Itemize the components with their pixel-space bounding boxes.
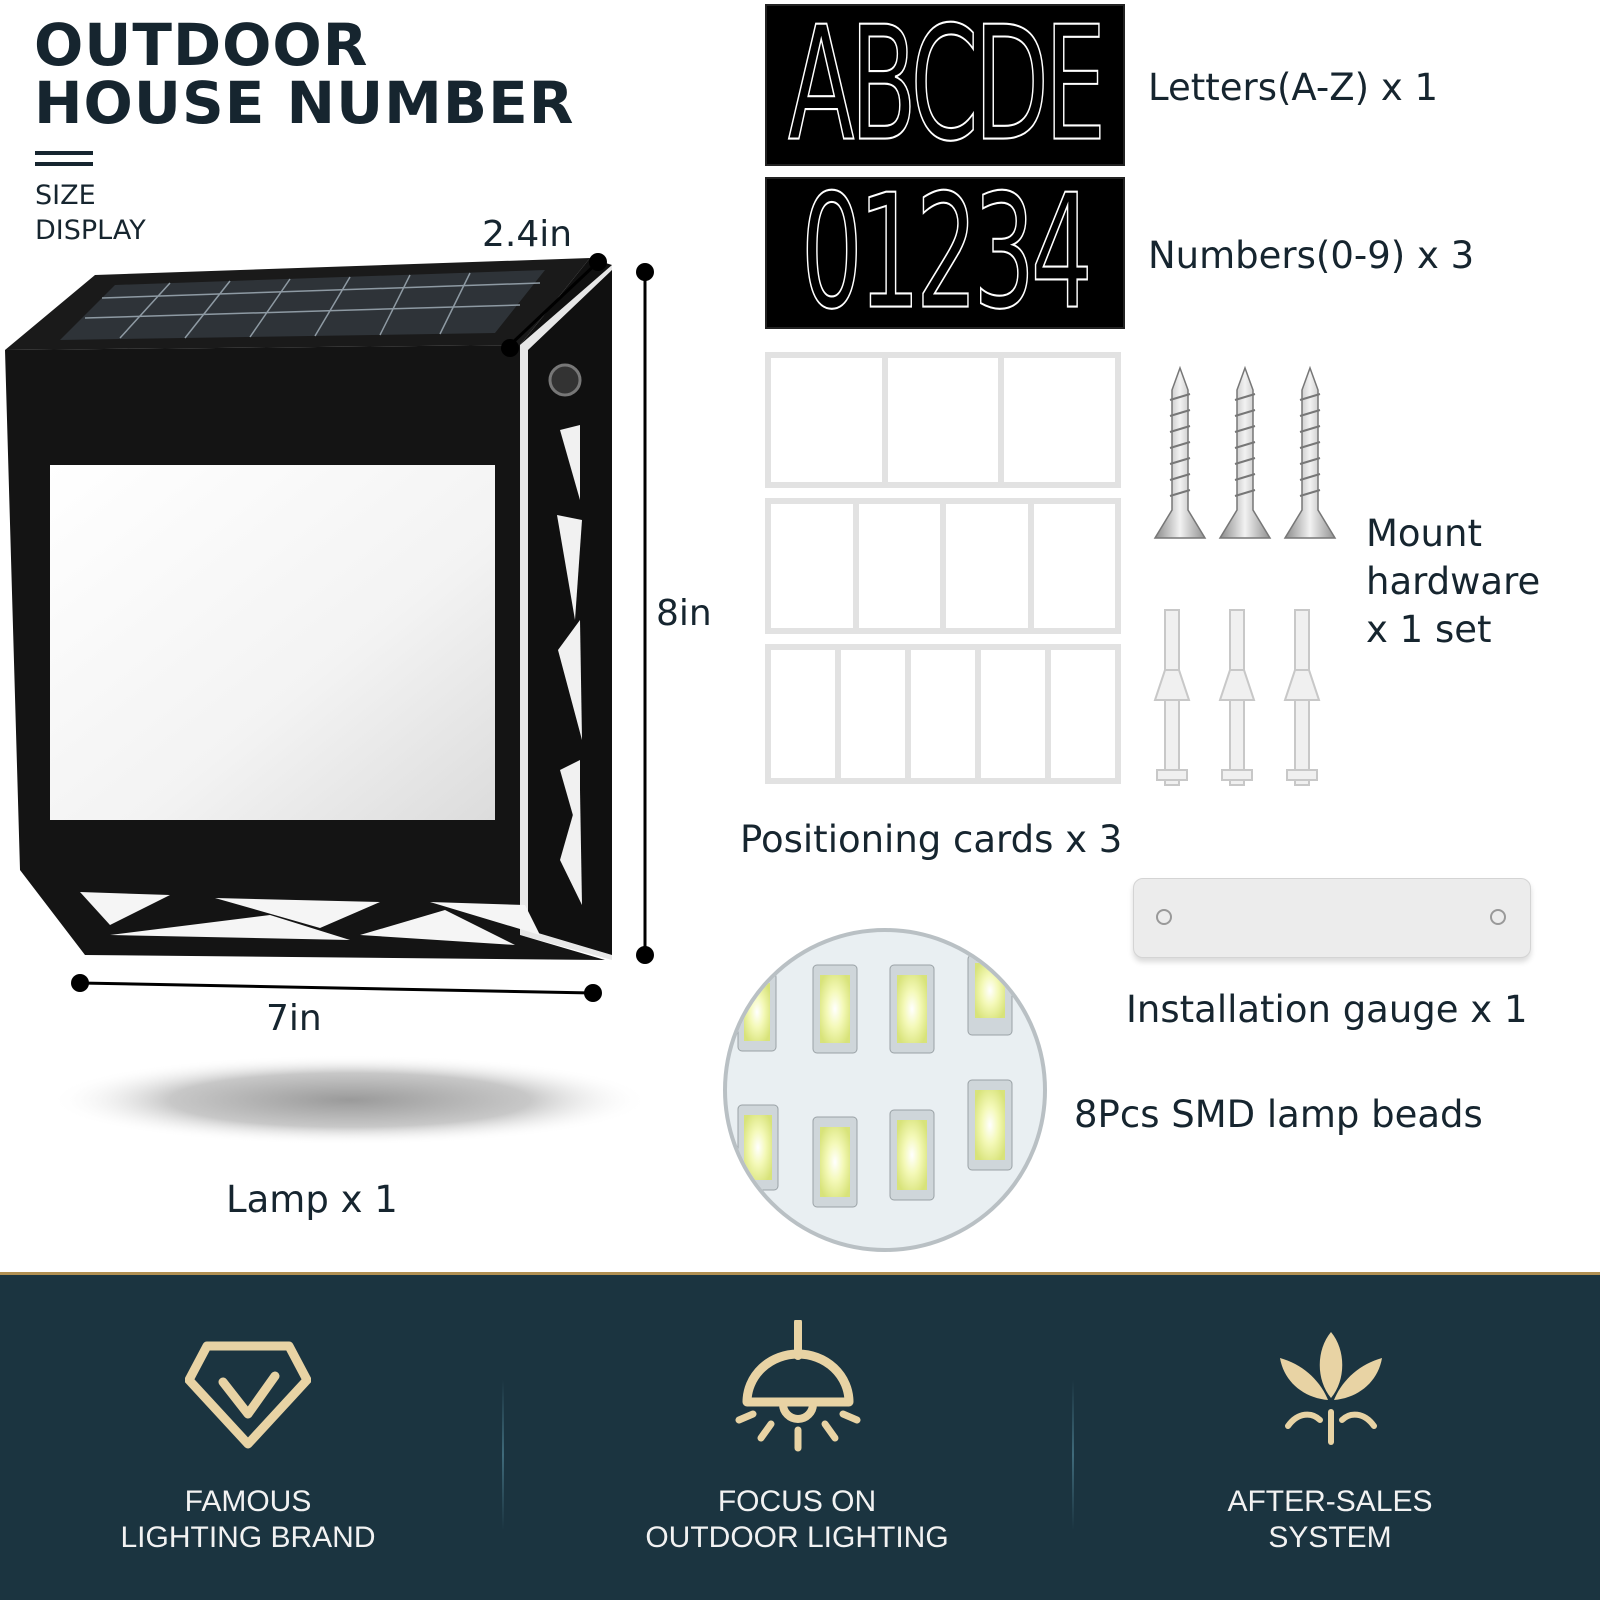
letters-sticker [765, 4, 1125, 166]
lamp-label: Lamp x 1 [226, 1178, 398, 1221]
feature-1-line-2: LIGHTING BRAND [120, 1521, 376, 1554]
mount-hardware-icon [1140, 360, 1350, 790]
title-rule-bottom [35, 162, 93, 166]
pendant-lamp-icon [735, 1320, 861, 1460]
positioning-card-5 [765, 644, 1121, 784]
letters-sample: ABCDE [788, 4, 1102, 166]
feature-3-line-2: SYSTEM [1268, 1521, 1392, 1554]
lamp-light-panel [50, 465, 495, 820]
light-sensor [550, 365, 580, 395]
subtitle-line-2: DISPLAY [35, 215, 146, 246]
feature-1-line-1: FAMOUS [184, 1485, 312, 1518]
numbers-label: Numbers(0-9) x 3 [1148, 234, 1475, 277]
page-title [34, 11, 575, 137]
feature-2-line-2: OUTDOOR LIGHTING [645, 1521, 949, 1554]
anchors [1155, 610, 1319, 785]
title-rule-top [35, 151, 93, 155]
smd-lamp-beads-image [720, 925, 1050, 1255]
depth-dimension: 2.4in [482, 214, 573, 255]
feature-after-sales [1150, 1484, 1510, 1556]
title-line-1: OUTDOOR [34, 11, 369, 79]
installation-gauge [1133, 878, 1531, 958]
lamp-shadow [50, 1055, 650, 1145]
feature-divider-2 [1072, 1380, 1074, 1530]
size-display-caption [35, 178, 146, 248]
positioning-card-4 [765, 498, 1121, 634]
numbers-sample: 01234 [801, 177, 1089, 329]
lamp-beads-label: 8Pcs SMD lamp beads [1074, 1093, 1483, 1136]
screws [1155, 368, 1335, 538]
letters-label: Letters(A-Z) x 1 [1148, 66, 1439, 109]
positioning-cards-label: Positioning cards x 3 [740, 818, 1123, 861]
positioning-card-3 [765, 352, 1121, 488]
subtitle-line-1: SIZE [35, 180, 96, 211]
width-dimension: 7in [266, 998, 322, 1039]
feature-outdoor-lighting [617, 1484, 977, 1556]
feature-2-line-1: FOCUS ON [717, 1485, 877, 1518]
lotus-icon [1276, 1330, 1386, 1450]
feature-3-line-1: AFTER-SALES [1227, 1485, 1433, 1518]
mount-hardware-line-3: x 1 set [1366, 608, 1492, 651]
installation-gauge-label: Installation gauge x 1 [1126, 988, 1528, 1031]
lamp-illustration [0, 240, 720, 1240]
gauge-hole-right [1490, 909, 1506, 925]
mount-hardware-line-2: hardware [1366, 560, 1541, 603]
title-line-2: HOUSE NUMBER [34, 69, 575, 137]
height-dimension: 8in [656, 593, 712, 634]
banner-top-line [0, 1272, 1600, 1275]
mount-hardware-label [1366, 510, 1540, 654]
gauge-hole-left [1156, 909, 1172, 925]
mount-hardware-line-1: Mount [1366, 512, 1482, 555]
diamond-icon [185, 1340, 311, 1450]
feature-divider-1 [502, 1380, 504, 1530]
feature-famous-brand [68, 1484, 428, 1556]
numbers-sticker [765, 177, 1125, 329]
